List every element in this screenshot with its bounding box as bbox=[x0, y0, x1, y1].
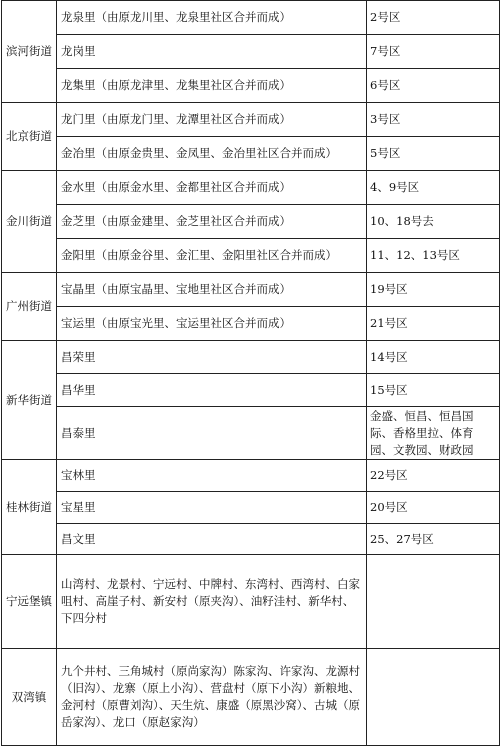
community-name: 金冶里（由原金贵里、金凤里、金冶里社区合并而成） bbox=[57, 137, 367, 171]
table-row bbox=[2, 171, 500, 205]
district-number: 21号区 bbox=[367, 307, 500, 341]
street-name: 宁远堡镇 bbox=[2, 555, 57, 649]
table-row bbox=[2, 239, 500, 273]
street-name: 滨河街道 bbox=[2, 1, 57, 103]
community-name: 九个井村、三角城村（原尚家沟）陈家沟、许家沟、龙源村（旧沟）、龙寨（原上小沟）、营盘村（原下小沟）新粮地、金河村（原曹刘沟）、天生炕、康盛（原黑沙窝）、古城（原岳家沟）、龙口（原赵家沟） bbox=[57, 649, 367, 746]
community-name: 龙门里（由原龙门里、龙潭里社区合并而成） bbox=[57, 103, 367, 137]
district-number: 11、12、13号区 bbox=[367, 239, 500, 273]
community-name: 宝星里 bbox=[57, 492, 367, 524]
table-row bbox=[2, 1, 500, 35]
district-number: 6号区 bbox=[367, 69, 500, 103]
table-row bbox=[2, 407, 500, 460]
street-name: 桂林街道 bbox=[2, 460, 57, 555]
community-name: 宝晶里（由原宝晶里、宝地里社区合并而成） bbox=[57, 273, 367, 307]
district-number: 7号区 bbox=[367, 35, 500, 69]
district-table bbox=[1, 0, 500, 746]
community-name: 昌华里 bbox=[57, 374, 367, 407]
district-number: 22号区 bbox=[367, 460, 500, 492]
table-row bbox=[2, 205, 500, 239]
table-row bbox=[2, 341, 500, 374]
district-number: 2号区 bbox=[367, 1, 500, 35]
community-name: 金水里（由原金水里、金都里社区合并而成） bbox=[57, 171, 367, 205]
table-row bbox=[2, 35, 500, 69]
district-number: 5号区 bbox=[367, 137, 500, 171]
district-number bbox=[367, 555, 500, 649]
table-row bbox=[2, 374, 500, 407]
community-name: 龙集里（由原龙津里、龙集里社区合并而成） bbox=[57, 69, 367, 103]
district-number: 20号区 bbox=[367, 492, 500, 524]
community-name: 龙泉里（由原龙川里、龙泉里社区合并而成） bbox=[57, 1, 367, 35]
community-name: 山湾村、龙景村、宁远村、中牌村、东湾村、西湾村、白家咀村、高崖子村、新安村（原夹沟）、油籽洼村、新华村、下四分村 bbox=[57, 555, 367, 649]
district-number: 3号区 bbox=[367, 103, 500, 137]
table-row bbox=[2, 273, 500, 307]
community-name: 金阳里（由原金谷里、金汇里、金阳里社区合并而成） bbox=[57, 239, 367, 273]
street-name: 双湾镇 bbox=[2, 649, 57, 746]
table-row bbox=[2, 524, 500, 555]
table-row bbox=[2, 103, 500, 137]
district-number: 金盛、恒昌、恒昌国际、香格里拉、体育园、文教园、财政园 bbox=[367, 407, 500, 460]
table-row bbox=[2, 555, 500, 649]
table-row bbox=[2, 69, 500, 103]
street-name: 广州街道 bbox=[2, 273, 57, 341]
community-name: 宝林里 bbox=[57, 460, 367, 492]
community-name: 宝运里（由原宝光里、宝运里社区合并而成） bbox=[57, 307, 367, 341]
table-row bbox=[2, 492, 500, 524]
district-number: 19号区 bbox=[367, 273, 500, 307]
street-name: 新华街道 bbox=[2, 341, 57, 460]
community-name: 金芝里（由原金建里、金芝里社区合并而成） bbox=[57, 205, 367, 239]
district-number: 25、27号区 bbox=[367, 524, 500, 555]
district-number: 10、18号去 bbox=[367, 205, 500, 239]
table-row bbox=[2, 460, 500, 492]
district-number: 4、9号区 bbox=[367, 171, 500, 205]
community-name: 昌文里 bbox=[57, 524, 367, 555]
community-name: 龙岗里 bbox=[57, 35, 367, 69]
table-row bbox=[2, 307, 500, 341]
street-name: 北京街道 bbox=[2, 103, 57, 171]
table-row bbox=[2, 137, 500, 171]
table-row bbox=[2, 649, 500, 746]
district-number: 14号区 bbox=[367, 341, 500, 374]
district-number: 15号区 bbox=[367, 374, 500, 407]
community-name: 昌泰里 bbox=[57, 407, 367, 460]
district-number bbox=[367, 649, 500, 746]
street-name: 金川街道 bbox=[2, 171, 57, 273]
community-name: 昌荣里 bbox=[57, 341, 367, 374]
